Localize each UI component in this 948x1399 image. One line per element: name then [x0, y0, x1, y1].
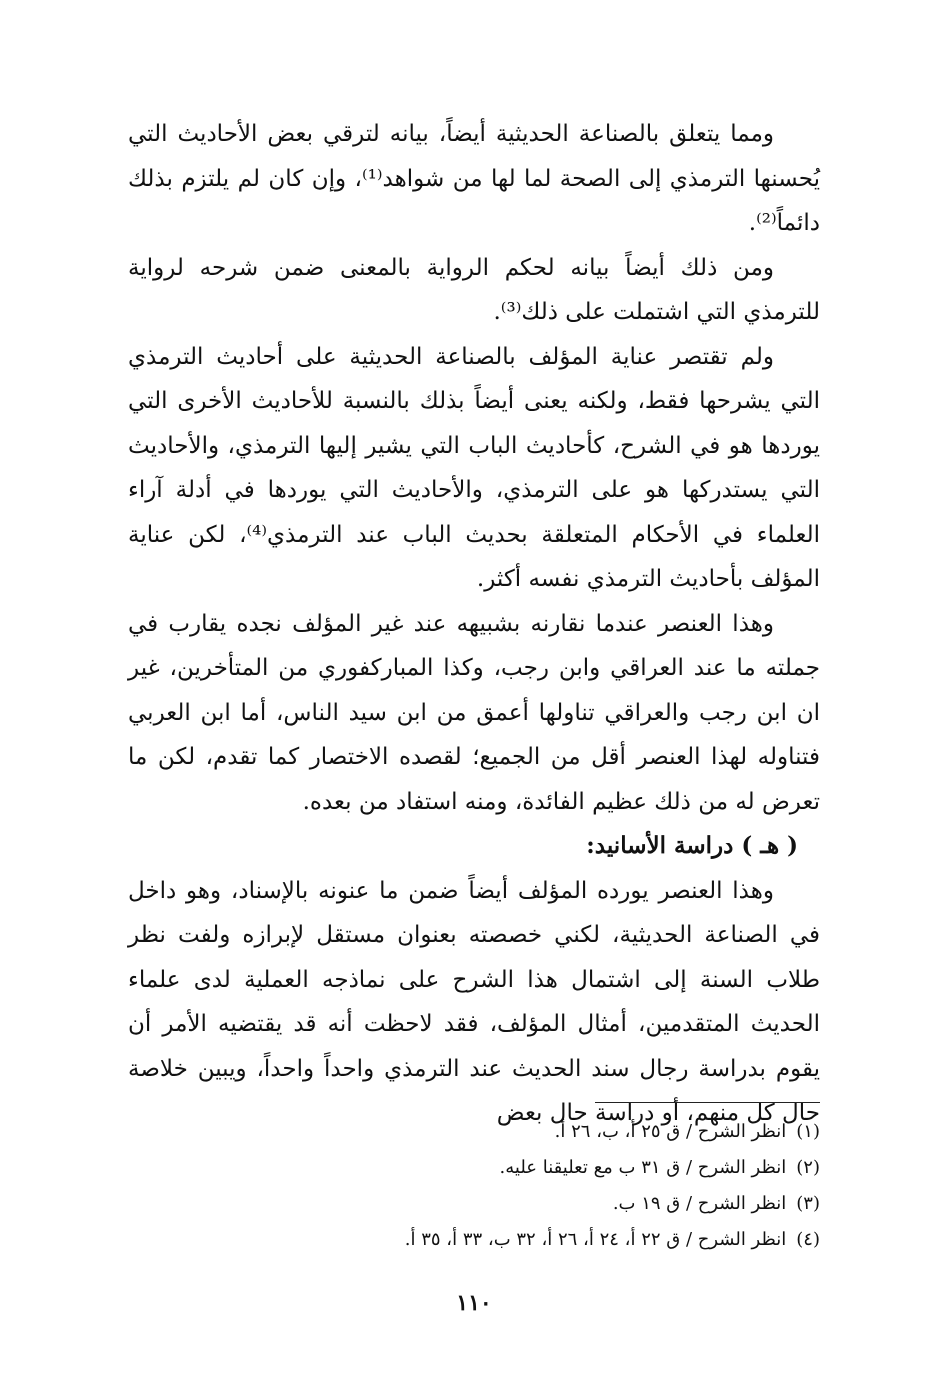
footnotes-list — [128, 1114, 820, 1258]
footnote-text: انظر الشرح / ق ٢٥ أ، ب، ٢٦ أ. — [554, 1121, 787, 1142]
footnote-divider — [595, 1102, 820, 1103]
paragraph-2: ومن ذلك أيضاً بيانه لحكم الرواية بالمعنى ضمن شرحه لرواية للترمذي التي اشتملت على ذلك⁽³⁾. — [128, 254, 820, 325]
footnote-2 — [128, 1150, 820, 1186]
footnote-3 — [128, 1186, 820, 1222]
footnote-text: انظر الشرح / ق ٢٢ أ، ٢٤ أ، ٢٦ أ، ٣٢ ب، ٣٣ أ، ٣٥ أ. — [404, 1229, 787, 1250]
footnote-4 — [128, 1222, 820, 1258]
footnote-text: انظر الشرح / ق ٣١ ب مع تعليقنا عليه. — [499, 1157, 787, 1178]
section-paragraph: وهذا العنصر يورده المؤلف أيضاً ضمن ما عنونه بالإسناد، وهو داخل في الصناعة الحديثية، لكني خصصته بعنوان مستقل لإبرازه ولفت نظر طلاب السنة إلى اشتمال هذا الشرح على نماذجه العملية لدى علماء الحديث المتقدمين، أمثال المؤلف، فقد لاحظت أنه قد يقتضيه الأمر أن يقوم بدراسة رجال سند الحديث عند الترمذي واحداً واحداً، ويبين خلاصة حال كل منهم، أو دراسة حال بعض — [128, 877, 820, 1126]
footnote-number: (٢) — [796, 1157, 820, 1178]
section-heading: ( هـ ) دراسة الأسانيد: — [586, 832, 798, 859]
footnote-number: (١) — [796, 1121, 820, 1142]
footnote-number: (٤) — [796, 1229, 820, 1250]
footnote-number: (٣) — [796, 1193, 820, 1214]
footnote-1 — [128, 1114, 820, 1150]
footnote-text: انظر الشرح / ق ١٩ ب. — [612, 1193, 787, 1214]
paragraph-1: ومما يتعلق بالصناعة الحديثية أيضاً، بيانه لترقي بعض الأحاديث التي يُحسنها الترمذي إلى الصحة لما لها من شواهد⁽¹⁾، وإن كان لم يلتزم بذلك دائماً⁽²⁾. — [128, 121, 820, 236]
main-text — [128, 112, 820, 1136]
paragraph-4: وهذا العنصر عندما نقارنه بشبيهه عند غير المؤلف نجده يقارب في جملته ما عند العراقي وابن رجب، وكذا المباركفوري من المتأخرين، غير ان ابن رجب والعراقي تناولها أعمق من ابن سيد الناس، أما ابن العربي فتناوله لهذا العنصر أقل من الجميع؛ لقصده الاختصار كما تقدم، لكن ما تعرض له من ذلك عظيم الفائدة، ومنه استفاد من بعده. — [128, 610, 820, 815]
paragraph-3: ولم تقتصر عناية المؤلف بالصناعة الحديثية على أحاديث الترمذي التي يشرحها فقط، ولكنه يعنى أيضاً بذلك بالنسبة للأحاديث الأخرى التي يوردها هو في الشرح، كأحاديث الباب التي يشير إليها الترمذي، والأحاديث التي يستدركها هو على الترمذي، والأحاديث التي يوردها في أدلة آراء العلماء في الأحكام المتعلقة بحديث الباب عند الترمذي⁽⁴⁾، لكن عناية المؤلف بأحاديث الترمذي نفسه أكثر. — [128, 343, 820, 592]
page-number: ١١٠ — [456, 1290, 492, 1316]
